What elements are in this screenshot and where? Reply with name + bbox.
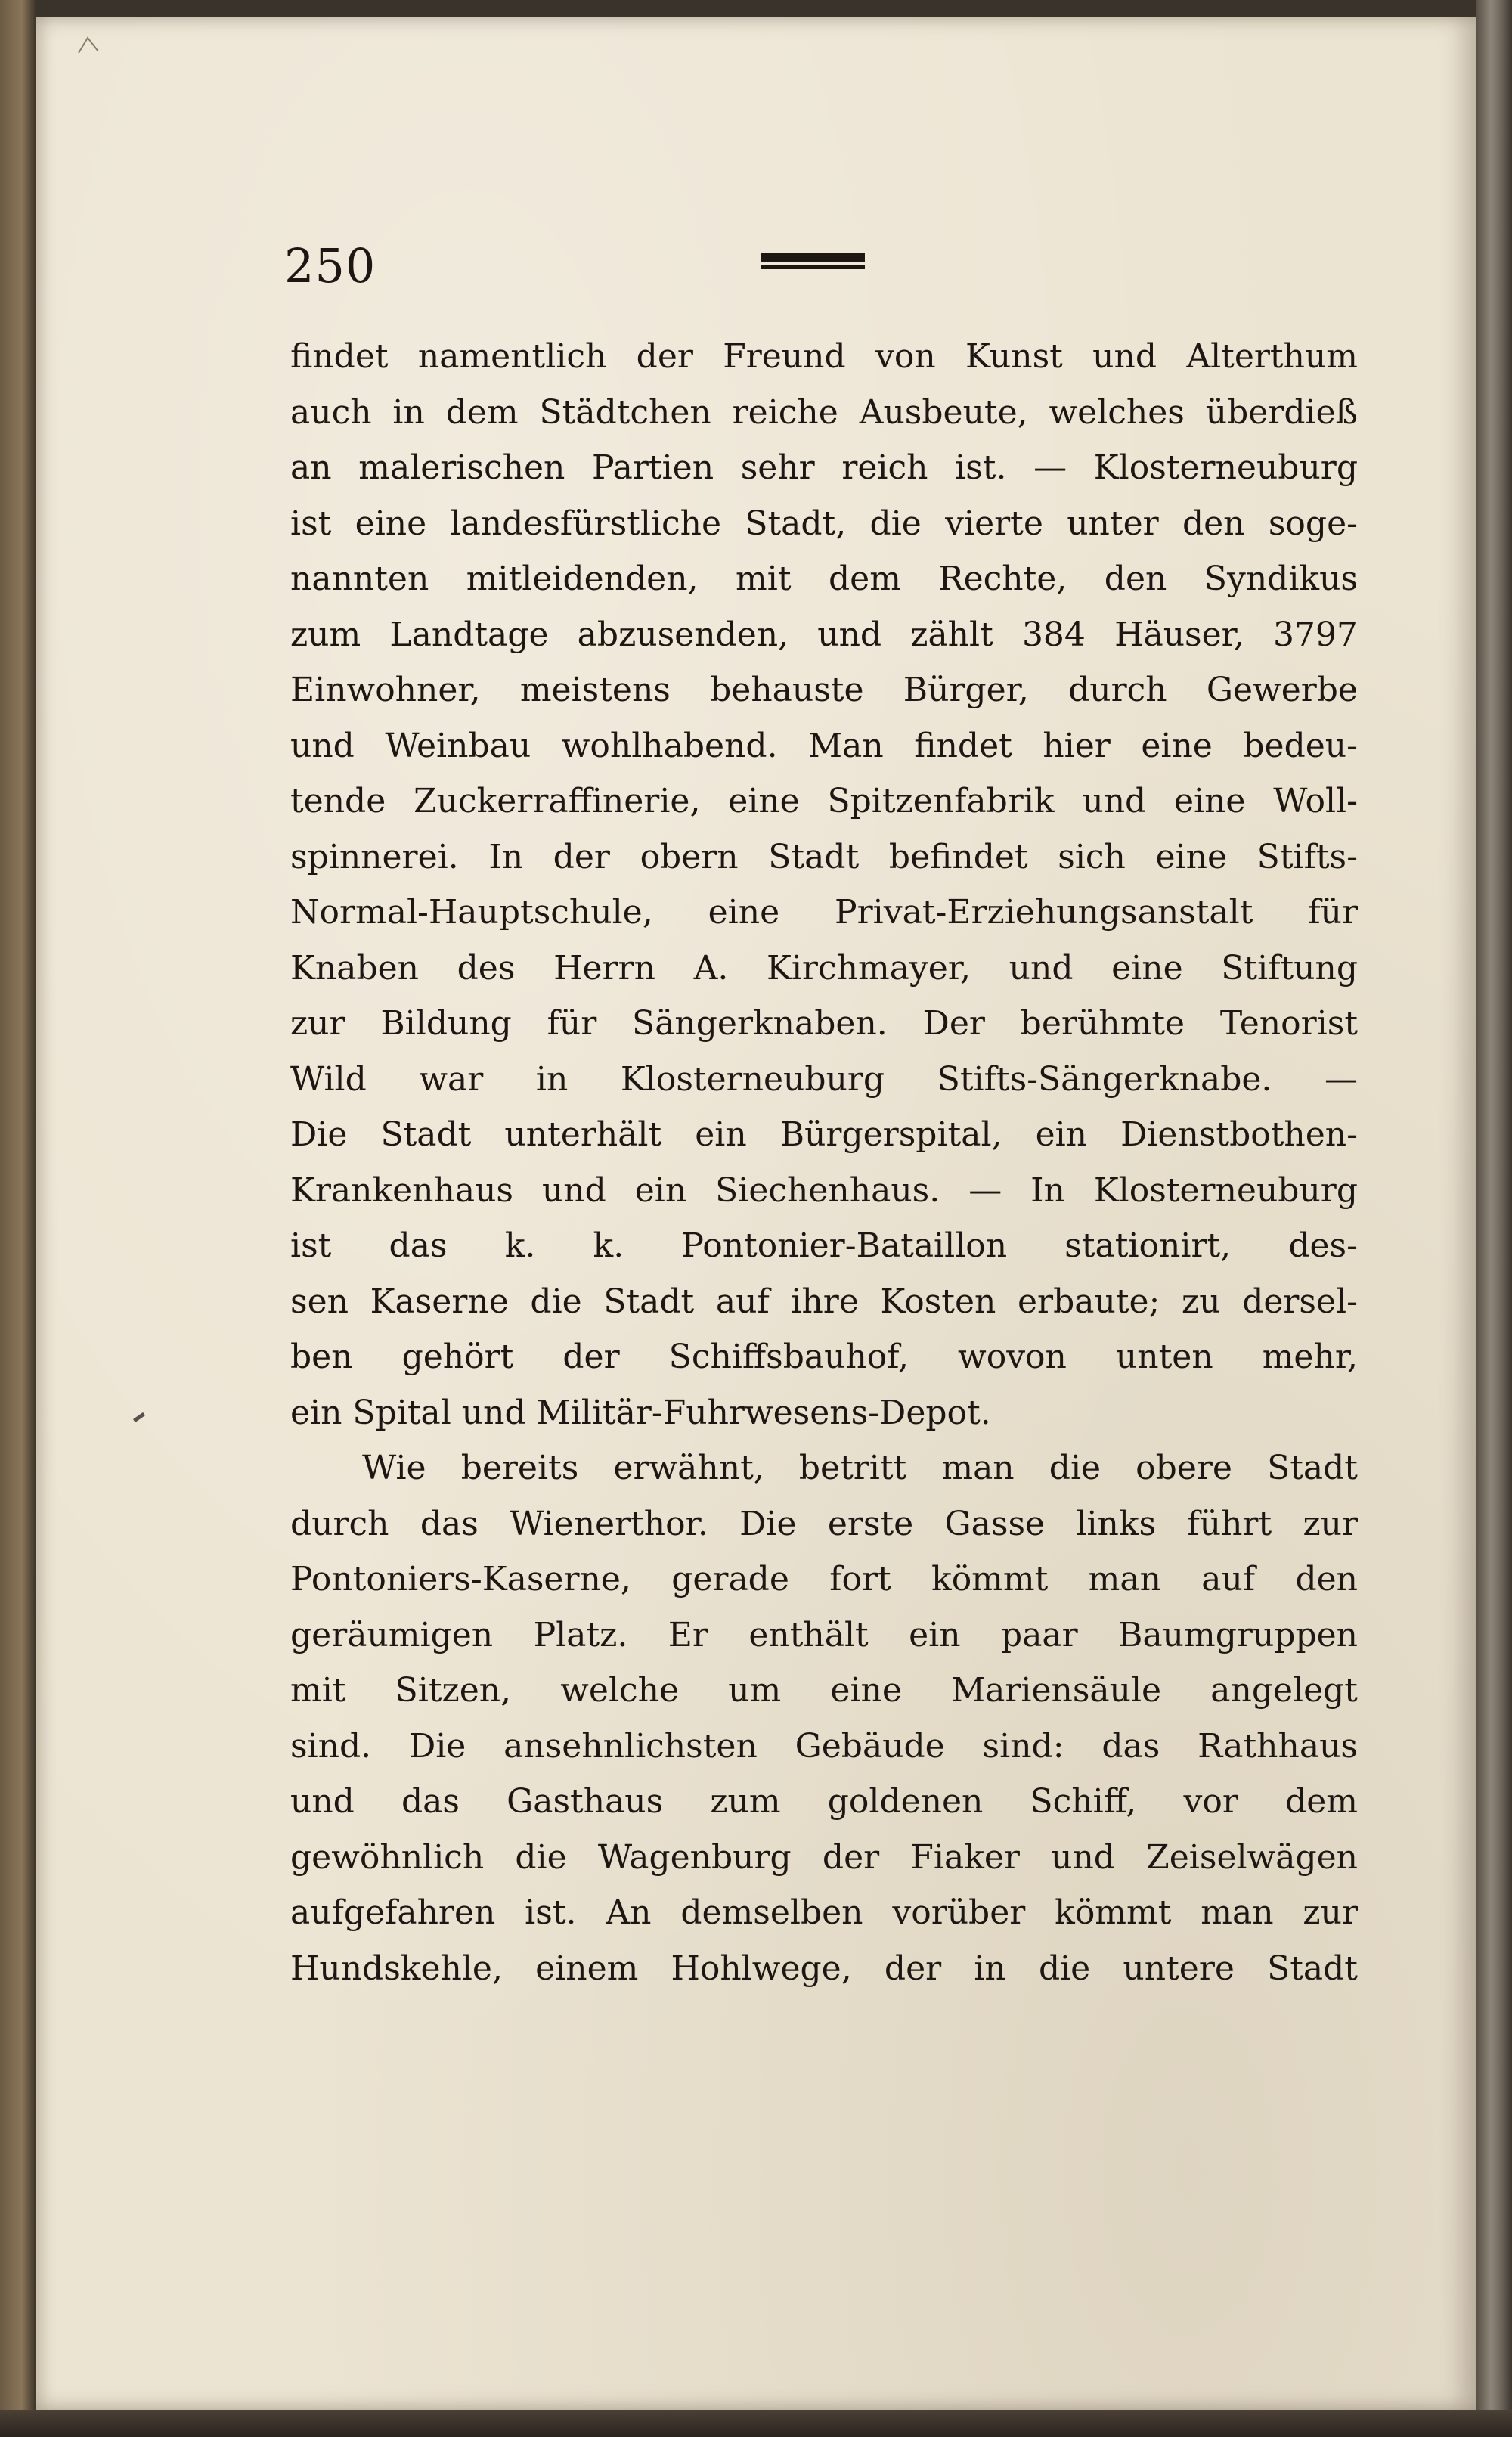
text-line: und das Gasthaus zum goldenen Schiff, vor dem — [290, 1782, 1358, 1821]
text-line: ben gehört der Schiffsbauhof, wovon unten mehr, — [290, 1338, 1358, 1376]
text-line: zum Landtage abzusenden, und zählt 384 Häuser, 3797 — [290, 615, 1358, 654]
text-line: findet namentlich der Freund von Kunst und Alterthum — [290, 337, 1358, 376]
body-text — [290, 329, 1358, 1996]
text-line: tende Zuckerraffinerie, eine Spitzenfabrik und eine Woll- — [290, 782, 1358, 820]
text-line: nannten mitleidenden, mit dem Rechte, den Syndikus — [290, 560, 1358, 598]
text-line: auch in dem Städtchen reiche Ausbeute, welches überdieß — [290, 392, 1358, 432]
text-line: Die Stadt unterhält ein Bürgerspital, ein Dienstbothen- — [290, 1115, 1358, 1154]
page-number: 250 — [284, 238, 376, 293]
text-line: Einwohner, meistens behauste Bürger, durch Gewerbe — [290, 671, 1358, 709]
text-line: Krankenhaus und ein Siechenhaus. — In Klosterneuburg — [290, 1170, 1358, 1210]
text-line: geräumigen Platz. Er enthält ein paar Baumgruppen — [290, 1615, 1358, 1654]
text-line: ist das k. k. Pontonier-Bataillon stationirt, des- — [290, 1226, 1358, 1265]
text-line: Wild war in Klosterneuburg Stifts-Sängerknabe. — — [290, 1059, 1358, 1099]
text-line: aufgefahren ist. An demselben vorüber kömmt man zur — [290, 1893, 1358, 1932]
text-line: sind. Die ansehnlichsten Gebäude sind: das Rathhaus — [290, 1726, 1358, 1766]
text-line: Pontoniers-Kaserne, gerade fort kömmt man auf den — [290, 1560, 1358, 1598]
text-line: mit Sitzen, welche um eine Mariensäule angelegt — [290, 1671, 1358, 1710]
text-line: spinnerei. In der obern Stadt befindet sich eine Stifts- — [290, 837, 1358, 876]
page-corner-mark — [77, 35, 100, 54]
page-header — [284, 236, 1358, 296]
page-stack-edge — [1476, 0, 1512, 2437]
text-line: zur Bildung für Sängerknaben. Der berühmte Tenorist — [290, 1004, 1358, 1043]
text-line: Normal-Hauptschule, eine Privat-Erziehungsanstalt für — [290, 893, 1358, 932]
text-line: an malerischen Partien sehr reich ist. — Klosterneuburg — [290, 448, 1358, 487]
book-bottom-edge — [0, 2410, 1512, 2437]
text-line: ist eine landesfürstliche Stadt, die vierte unter den soge- — [290, 504, 1358, 543]
text-line: und Weinbau wohlhabend. Man findet hier eine bedeu- — [290, 726, 1358, 765]
text-line: Knaben des Herrn A. Kirchmayer, und eine Stiftung — [290, 948, 1358, 988]
book-spine-edge — [0, 0, 36, 2437]
text-line: sen Kaserne die Stadt auf ihre Kosten erbaute; zu dersel- — [290, 1282, 1358, 1321]
header-rule-thin — [761, 265, 865, 269]
paragraph-start-line: Wie bereits erwähnt, betritt man die obere Stadt — [362, 1449, 1358, 1487]
text-line: Hundskehle, einem Hohlwege, der in die untere Stadt — [290, 1949, 1358, 1988]
paragraph-end-line: ein Spital und Militär-Fuhrwesens-Depot. — [290, 1393, 991, 1432]
text-line: gewöhnlich die Wagenburg der Fiaker und Zeiselwägen — [290, 1837, 1358, 1877]
text-line: durch das Wienerthor. Die erste Gasse links führt zur — [290, 1504, 1358, 1543]
header-ornament-rule — [761, 253, 865, 272]
header-rule-thick — [761, 253, 865, 262]
